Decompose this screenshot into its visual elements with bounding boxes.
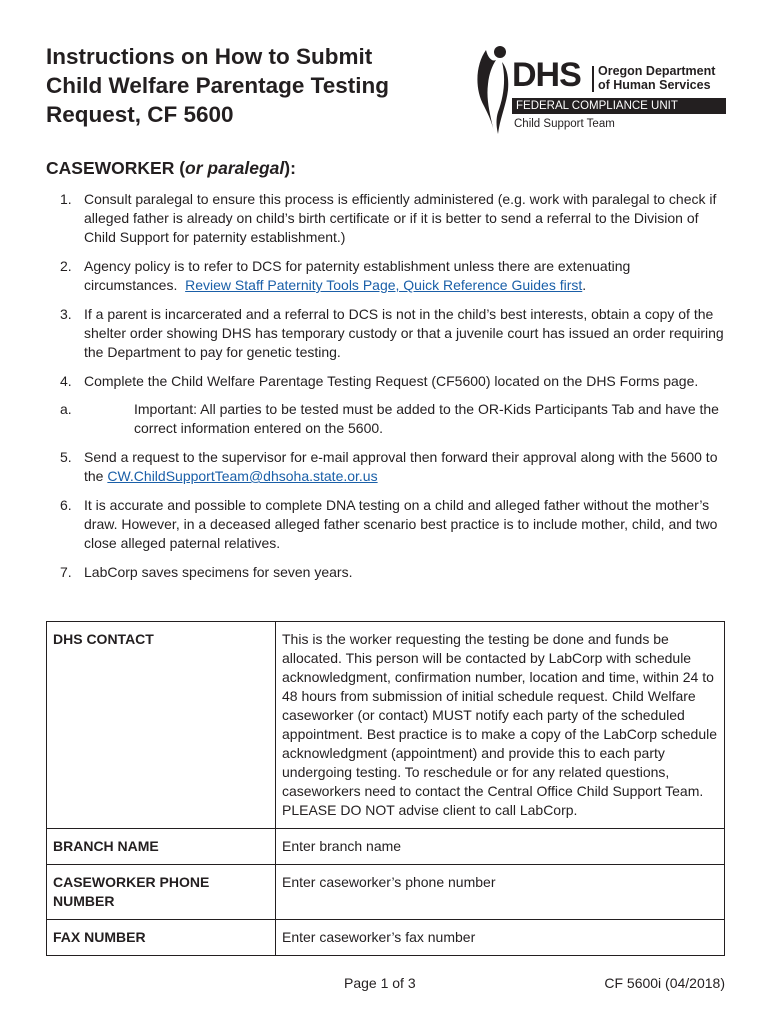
paternity-tools-link[interactable]: Review Staff Paternity Tools Page, Quick Reference Guides first <box>185 277 583 293</box>
page-title <box>46 42 446 129</box>
step-number: 7. <box>60 564 72 580</box>
page-number: Page 1 of 3 <box>344 975 416 991</box>
steps-list <box>46 190 726 592</box>
fax-number-field[interactable]: Enter caseworker’s fax number <box>276 920 725 956</box>
list-item <box>46 190 726 247</box>
list-item <box>46 372 726 438</box>
step-number: 1. <box>60 191 72 207</box>
dhs-logo <box>472 44 732 136</box>
step-text: Send a request to the supervisor for e-mail approval then forward their approval along with the 5600 to the <box>84 449 718 484</box>
team-name: Child Support Team <box>514 118 615 130</box>
title-line-3: Request, CF 5600 <box>46 102 234 127</box>
step-text: Consult paralegal to ensure this process is efficiently administered (e.g. work with paralegal to check if alleged father is already on child’s birth certificate or if it is better to send a referral to the Division of Child Support for paternity establishment.) <box>84 191 717 245</box>
list-item <box>46 563 726 582</box>
email-link[interactable]: CW.ChildSupportTeam@dhsoha.state.or.us <box>107 468 378 484</box>
row-label: FAX NUMBER <box>47 920 276 956</box>
title-line-2: Child Welfare Parentage Testing <box>46 73 389 98</box>
table-row <box>47 920 725 956</box>
step-number: 5. <box>60 449 72 465</box>
step-text: LabCorp saves specimens for seven years. <box>84 564 353 580</box>
step-number: 4. <box>60 373 72 389</box>
row-value: This is the worker requesting the testing be done and funds be allocated. This person will be contacted by LabCorp with schedule acknowledgment, confirmation number, location and time, within 24 to 48 hours from submission of initial schedule request. Child Welfare caseworker (or contact) MUST notify each party of the scheduled appointment. Best practice is to make a copy of the LabCorp schedule acknowledgment (appointment) and provide this to each party undergoing testing. To reschedule or for any related questions, caseworkers need to contact the Central Office Child Support Team. PLEASE DO NOT advise client to call LabCorp. <box>276 622 725 829</box>
org-line-2: of Human Services <box>598 78 711 92</box>
phone-number-field[interactable]: Enter caseworker’s phone number <box>276 865 725 920</box>
dhs-abbr: DHS <box>512 56 581 94</box>
table-row <box>47 865 725 920</box>
list-item <box>46 305 726 362</box>
unit-banner: FEDERAL COMPLIANCE UNIT <box>512 98 726 114</box>
form-number: CF 5600i (04/2018) <box>604 975 725 991</box>
list-item <box>46 448 726 486</box>
section-colon: : <box>290 158 296 178</box>
step-number: 6. <box>60 497 72 513</box>
title-line-1: Instructions on How to Submit <box>46 44 373 69</box>
step-text: Agency policy is to refer to DCS for paternity establishment unless there are extenuating circumstances. <box>84 258 631 293</box>
list-item <box>46 257 726 295</box>
contact-table <box>46 621 725 956</box>
branch-name-field[interactable]: Enter branch name <box>276 829 725 865</box>
table-row <box>47 622 725 829</box>
row-label: BRANCH NAME <box>47 829 276 865</box>
sub-item <box>46 400 726 438</box>
step-number: 3. <box>60 306 72 322</box>
org-line-1: Oregon Department <box>598 64 716 78</box>
row-label: DHS CONTACT <box>47 622 276 829</box>
sub-step-number: a. <box>60 401 72 417</box>
logo-divider <box>592 66 594 92</box>
list-item <box>46 496 726 553</box>
step-number: 2. <box>60 258 72 274</box>
org-name <box>598 64 715 92</box>
step-text: Complete the Child Welfare Parentage Testing Request (CF5600) located on the DHS Forms page. <box>84 373 699 389</box>
row-label: CASEWORKER PHONE NUMBER <box>47 865 276 920</box>
human-figure-icon <box>472 44 512 136</box>
step-text-end: . <box>582 277 587 293</box>
section-role-alt: or paralegal <box>185 158 285 178</box>
step-text: It is accurate and possible to complete DNA testing on a child and alleged father without the mother’s draw. However, in a deceased alleged father scenario best practice is to include mother, child, and two close alleged paternal relatives. <box>84 497 718 551</box>
section-heading: CASEWORKER (or paralegal): <box>46 158 296 178</box>
section-role: CASEWORKER <box>46 158 175 178</box>
sub-step-text: Important: All parties to be tested must be added to the OR-Kids Participants Tab and have the correct information entered on the 5600. <box>134 401 719 436</box>
table-row <box>47 829 725 865</box>
step-text: If a parent is incarcerated and a referral to DCS is not in the child’s best interests, obtain a copy of the shelter order showing DHS has temporary custody or that a juvenile court has issued an order requiring the Department to pay for genetic testing. <box>84 306 724 360</box>
